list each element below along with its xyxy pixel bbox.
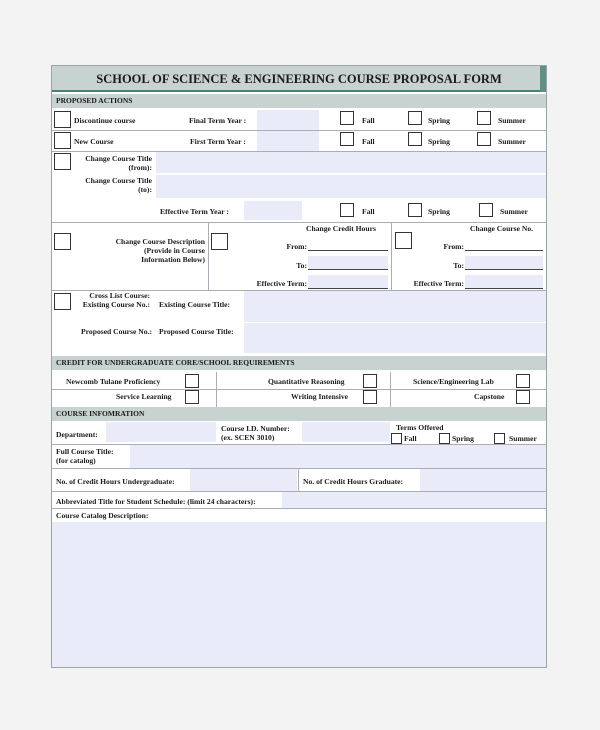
change-credit-hours-checkbox[interactable]	[211, 233, 228, 250]
credit-effective-term-label: Effective Term:	[256, 279, 307, 288]
column-divider	[390, 372, 391, 409]
credit-effective-line	[308, 288, 388, 289]
change-title-to-label: Change Course Title (to):	[85, 176, 152, 194]
effective-spring-checkbox[interactable]	[408, 203, 422, 217]
course-no-to-label: To:	[453, 261, 464, 270]
effective-fall-checkbox[interactable]	[340, 203, 354, 217]
cross-list-label: Cross List Course: Existing Course No.:	[82, 291, 150, 309]
change-credit-hours-label: Change Credit Hours	[306, 224, 376, 233]
course-id-input[interactable]	[302, 422, 390, 442]
final-summer-checkbox[interactable]	[477, 111, 491, 125]
section-header-credit: CREDIT FOR UNDERGRADUATE CORE/SCHOOL REQUIREMENTS	[52, 356, 546, 370]
writing-intensive-checkbox[interactable]	[363, 390, 377, 404]
change-title-to-input[interactable]	[156, 175, 546, 198]
column-divider	[216, 372, 217, 409]
row-divider	[52, 389, 546, 390]
credit-hours-grad-label: No. of Credit Hours Graduate:	[303, 477, 404, 486]
abbreviated-title-label: Abbreviated Title for Student Schedule: (limit 24 characters):	[56, 497, 256, 506]
cross-list-checkbox[interactable]	[54, 293, 71, 310]
full-course-title-label: Full Course Title: (for catalog)	[56, 447, 114, 465]
column-divider	[208, 223, 209, 290]
final-summer-label: Summer	[498, 116, 526, 125]
full-course-title-input[interactable]	[130, 445, 546, 468]
newcomb-label: Newcomb Tulane Proficiency	[66, 377, 161, 386]
credit-to-label: To:	[296, 261, 307, 270]
course-no-from-label: From:	[443, 242, 464, 251]
change-course-no-checkbox[interactable]	[395, 232, 412, 249]
final-term-year-label: Final Term Year :	[189, 116, 247, 125]
newcomb-checkbox[interactable]	[185, 374, 199, 388]
title-accent-bar	[540, 66, 546, 92]
credit-hours-grad-input[interactable]	[420, 469, 546, 491]
offered-spring-label: Spring	[452, 434, 474, 443]
quantitative-checkbox[interactable]	[363, 374, 377, 388]
quantitative-label: Quantitative Reasoning	[268, 377, 345, 386]
change-title-checkbox[interactable]	[54, 153, 71, 170]
discontinue-checkbox[interactable]	[54, 111, 71, 128]
change-title-from-label: Change Course Title (from):	[85, 154, 152, 172]
first-fall-checkbox[interactable]	[340, 132, 354, 146]
first-spring-checkbox[interactable]	[408, 132, 422, 146]
effective-spring-label: Spring	[428, 207, 450, 216]
offered-fall-label: Fall	[404, 434, 417, 443]
new-course-label: New Course	[74, 137, 114, 146]
effective-term-year-label: Effective Term Year :	[160, 207, 229, 216]
credit-to-line	[308, 269, 388, 270]
writing-intensive-label: Writing Intensive	[291, 392, 349, 401]
row-divider	[52, 508, 546, 509]
catalog-description-label: Course Catalog Description:	[56, 511, 149, 520]
catalog-description-input[interactable]	[52, 522, 546, 667]
science-lab-checkbox[interactable]	[516, 374, 530, 388]
offered-spring-checkbox[interactable]	[439, 433, 450, 444]
course-no-from-line[interactable]	[465, 250, 543, 251]
discontinue-label: Discontinue course	[74, 116, 136, 125]
change-description-label: Change Course Description (Provide in Course Information Below)	[115, 237, 205, 264]
service-learning-checkbox[interactable]	[185, 390, 199, 404]
course-proposal-form	[51, 65, 547, 668]
change-title-from-input[interactable]	[156, 152, 546, 173]
section-header-proposed-actions: PROPOSED ACTIONS	[52, 94, 546, 108]
science-lab-label: Science/Engineering Lab	[413, 377, 494, 386]
first-summer-label: Summer	[498, 137, 526, 146]
new-course-checkbox[interactable]	[54, 132, 71, 149]
terms-offered-label: Terms Offered	[396, 423, 444, 432]
form-title: SCHOOL OF SCIENCE & ENGINEERING COURSE PROPOSAL FORM	[52, 66, 546, 92]
credit-hours-ug-label: No. of Credit Hours Undergraduate:	[56, 477, 175, 486]
offered-summer-label: Summer	[509, 434, 537, 443]
existing-course-title-label: Existing Course Title:	[159, 300, 231, 309]
final-fall-label: Fall	[362, 116, 375, 125]
first-spring-label: Spring	[428, 137, 450, 146]
proposed-course-title-input[interactable]	[244, 323, 546, 353]
column-divider	[298, 469, 299, 491]
final-fall-checkbox[interactable]	[340, 111, 354, 125]
credit-from-label: From:	[286, 242, 307, 251]
proposed-course-title-label: Proposed Course Title:	[159, 327, 234, 336]
credit-hours-ug-input[interactable]	[190, 469, 297, 491]
first-fall-label: Fall	[362, 137, 375, 146]
service-learning-label: Service Learning	[116, 392, 172, 401]
course-no-to-input[interactable]	[465, 256, 543, 269]
course-no-to-line	[465, 269, 543, 270]
effective-term-year-input[interactable]	[244, 201, 302, 220]
final-term-year-input[interactable]	[257, 110, 319, 130]
first-summer-checkbox[interactable]	[477, 132, 491, 146]
first-term-year-label: First Term Year :	[190, 137, 246, 146]
row-divider	[52, 222, 546, 223]
credit-from-line[interactable]	[308, 250, 388, 251]
abbreviated-title-input[interactable]	[282, 492, 546, 508]
effective-fall-label: Fall	[362, 207, 375, 216]
capstone-label: Capstone	[474, 392, 505, 401]
course-no-effective-term-label: Effective Term:	[413, 279, 464, 288]
course-id-label: Course I.D. Number: (ex. SCEN 3010)	[221, 424, 290, 442]
department-input[interactable]	[106, 422, 216, 442]
existing-course-title-input[interactable]	[244, 291, 546, 322]
offered-fall-checkbox[interactable]	[391, 433, 402, 444]
effective-summer-label: Summer	[500, 207, 528, 216]
change-description-checkbox[interactable]	[54, 233, 71, 250]
offered-summer-checkbox[interactable]	[494, 433, 505, 444]
first-term-year-input[interactable]	[257, 131, 319, 151]
course-no-effective-term-input[interactable]	[465, 275, 543, 288]
final-spring-label: Spring	[428, 116, 450, 125]
credit-effective-term-input[interactable]	[308, 275, 388, 288]
department-label: Department:	[56, 430, 98, 439]
proposed-course-no-label: Proposed Course No.:	[81, 327, 152, 336]
final-spring-checkbox[interactable]	[408, 111, 422, 125]
effective-summer-checkbox[interactable]	[479, 203, 493, 217]
section-header-course-information: COURSE INFOMRATION	[52, 407, 546, 421]
course-no-effective-line	[465, 288, 543, 289]
credit-to-input[interactable]	[308, 256, 388, 269]
change-course-no-label: Change Course No.	[470, 224, 534, 233]
capstone-checkbox[interactable]	[516, 390, 530, 404]
